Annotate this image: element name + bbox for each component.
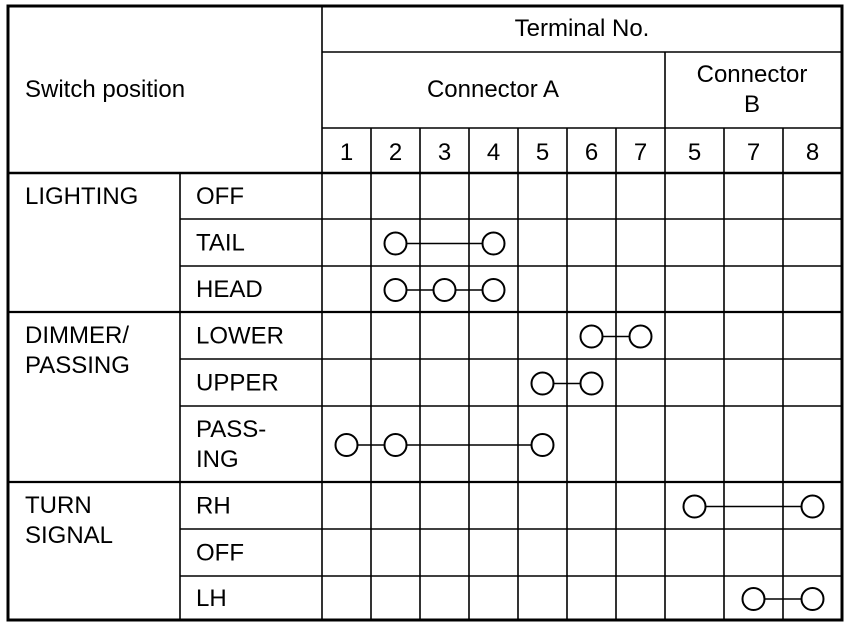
continuity-circle xyxy=(385,434,407,456)
position-label: ING xyxy=(196,446,239,473)
position-label: HEAD xyxy=(196,276,263,303)
group-label: PASSING xyxy=(25,352,130,379)
group-label: SIGNAL xyxy=(25,522,114,549)
group-label: DIMMER/ xyxy=(25,322,129,349)
terminal-number: 5 xyxy=(535,139,550,166)
group-label: TURN xyxy=(25,492,92,519)
terminal-number: 8 xyxy=(805,139,820,166)
terminal-number: 5 xyxy=(687,139,702,166)
continuity-circle xyxy=(802,496,824,518)
connector-b-header-line2: B xyxy=(743,91,761,118)
position-label: LOWER xyxy=(196,322,285,350)
connector-b-header-line1: Connector xyxy=(696,61,808,88)
position-label: RH xyxy=(196,492,231,520)
terminal-number: 1 xyxy=(339,139,354,166)
terminal-number: 7 xyxy=(633,139,648,166)
continuity-circle xyxy=(684,496,706,518)
position-label: PASS- xyxy=(196,416,267,443)
continuity-circle xyxy=(483,233,505,255)
continuity-circle xyxy=(743,588,765,610)
continuity-circle xyxy=(532,434,554,456)
continuity-circle xyxy=(581,373,603,395)
continuity-circle xyxy=(336,434,358,456)
continuity-circle xyxy=(802,588,824,610)
position-label: LH xyxy=(196,585,227,612)
continuity-circle xyxy=(385,233,407,255)
terminal-number: 2 xyxy=(388,139,403,166)
position-label: UPPER xyxy=(196,369,279,397)
continuity-circle xyxy=(434,279,456,301)
switch-position-header: Switch position xyxy=(25,76,186,103)
terminal-number: 3 xyxy=(437,139,452,166)
terminal-no-header: Terminal No. xyxy=(514,15,650,42)
continuity-circle xyxy=(385,279,407,301)
group-label: LIGHTING xyxy=(25,183,139,210)
connector-a-header: Connector A xyxy=(426,76,560,103)
terminal-number: 6 xyxy=(584,139,599,166)
continuity-circle xyxy=(483,279,505,301)
terminal-number: 4 xyxy=(486,139,501,166)
continuity-circle xyxy=(630,326,652,348)
continuity-circle xyxy=(532,373,554,395)
position-label: TAIL xyxy=(196,229,245,257)
continuity-circle xyxy=(581,326,603,348)
position-label: OFF xyxy=(196,183,244,210)
terminal-number: 7 xyxy=(746,139,761,166)
position-label: OFF xyxy=(196,539,244,567)
